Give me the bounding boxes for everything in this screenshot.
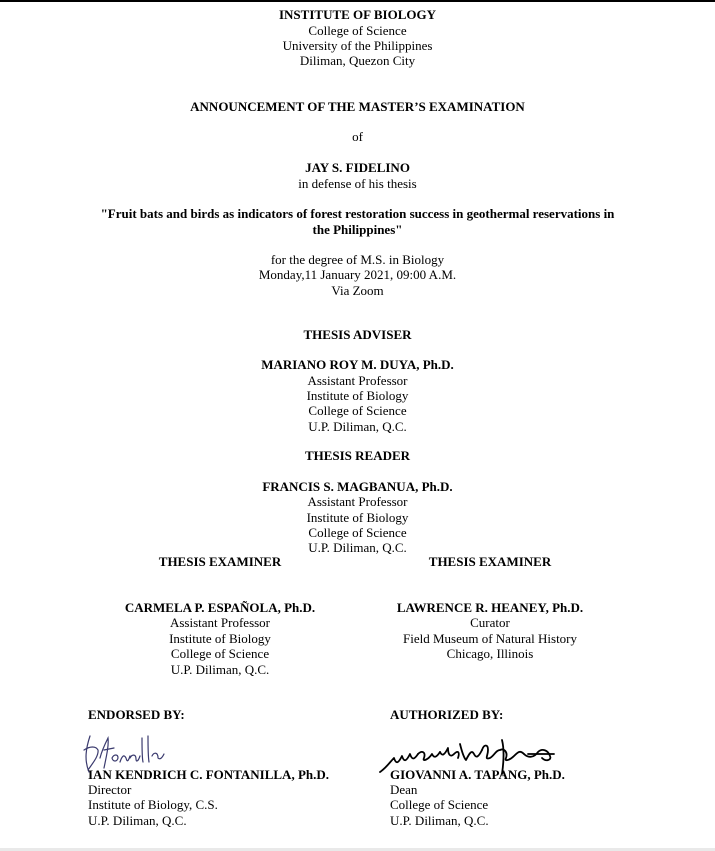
examiner-detail: Field Museum of Natural History	[402, 631, 578, 646]
examiner-detail: Chicago, Illinois	[446, 646, 534, 661]
adviser-detail: Institute of Biology	[306, 388, 409, 403]
venue-line: Via Zoom	[331, 283, 384, 298]
authorized-detail: College of Science	[390, 797, 489, 812]
authorized-heading: AUTHORIZED BY:	[390, 707, 504, 722]
endorsed-detail: Director	[88, 782, 132, 797]
announcement-of: of	[352, 129, 363, 144]
examiner-heading: THESIS EXAMINER	[428, 554, 552, 569]
candidate-name: JAY S. FIDELINO	[305, 160, 410, 175]
datetime-line: Monday,11 January 2021, 09:00 A.M.	[258, 267, 457, 282]
institute-name: INSTITUTE OF BIOLOGY	[278, 7, 436, 22]
adviser-name: MARIANO ROY M. DUYA, Ph.D.	[261, 357, 454, 372]
examiner-detail: Institute of Biology	[169, 631, 271, 646]
adviser-detail: College of Science	[308, 403, 407, 418]
examiner-detail: College of Science	[170, 646, 270, 661]
adviser-detail: Assistant Professor	[307, 373, 408, 388]
endorsed-detail: U.P. Diliman, Q.C.	[88, 813, 187, 828]
authorized-name: GIOVANNI A. TAPANG, Ph.D.	[390, 767, 565, 782]
examiner-detail: Assistant Professor	[169, 615, 271, 630]
college-name: College of Science	[308, 23, 407, 38]
endorsed-name: IAN KENDRICH C. FONTANILLA, Ph.D.	[88, 767, 330, 782]
degree-line: for the degree of M.S. in Biology	[270, 252, 445, 267]
announcement-title: ANNOUNCEMENT OF THE MASTER’S EXAMINATION	[190, 99, 525, 114]
university-name: University of the Philippines	[282, 38, 433, 53]
reader-name: FRANCIS S. MAGBANUA, Ph.D.	[262, 479, 453, 494]
examiner-detail: Curator	[470, 615, 510, 630]
reader-detail: Institute of Biology	[306, 510, 409, 525]
authorized-detail: Dean	[390, 782, 418, 797]
defense-line: in defense of his thesis	[298, 176, 417, 191]
reader-detail: Assistant Professor	[307, 494, 408, 509]
thesis-title-line2: the Philippines"	[312, 222, 403, 237]
authorized-detail: U.P. Diliman, Q.C.	[390, 813, 489, 828]
reader-detail: U.P. Diliman, Q.C.	[308, 540, 407, 555]
endorsed-detail: Institute of Biology, C.S.	[88, 797, 218, 812]
examiner-name: LAWRENCE R. HEANEY, Ph.D.	[396, 600, 584, 615]
reader-heading: THESIS READER	[304, 448, 411, 463]
endorsed-heading: ENDORSED BY:	[88, 707, 185, 722]
top-border	[0, 0, 715, 2]
examiner-heading: THESIS EXAMINER	[158, 554, 282, 569]
location: Diliman, Quezon City	[299, 53, 416, 68]
adviser-detail: U.P. Diliman, Q.C.	[308, 419, 407, 434]
reader-detail: College of Science	[308, 525, 407, 540]
examiner-name: CARMELA P. ESPAÑOLA, Ph.D.	[124, 600, 316, 615]
examiner-detail: U.P. Diliman, Q.C.	[170, 662, 270, 677]
adviser-heading: THESIS ADVISER	[303, 327, 412, 342]
thesis-title-line1: "Fruit bats and birds as indicators of forest restoration success in geothermal reservations in	[100, 206, 615, 221]
